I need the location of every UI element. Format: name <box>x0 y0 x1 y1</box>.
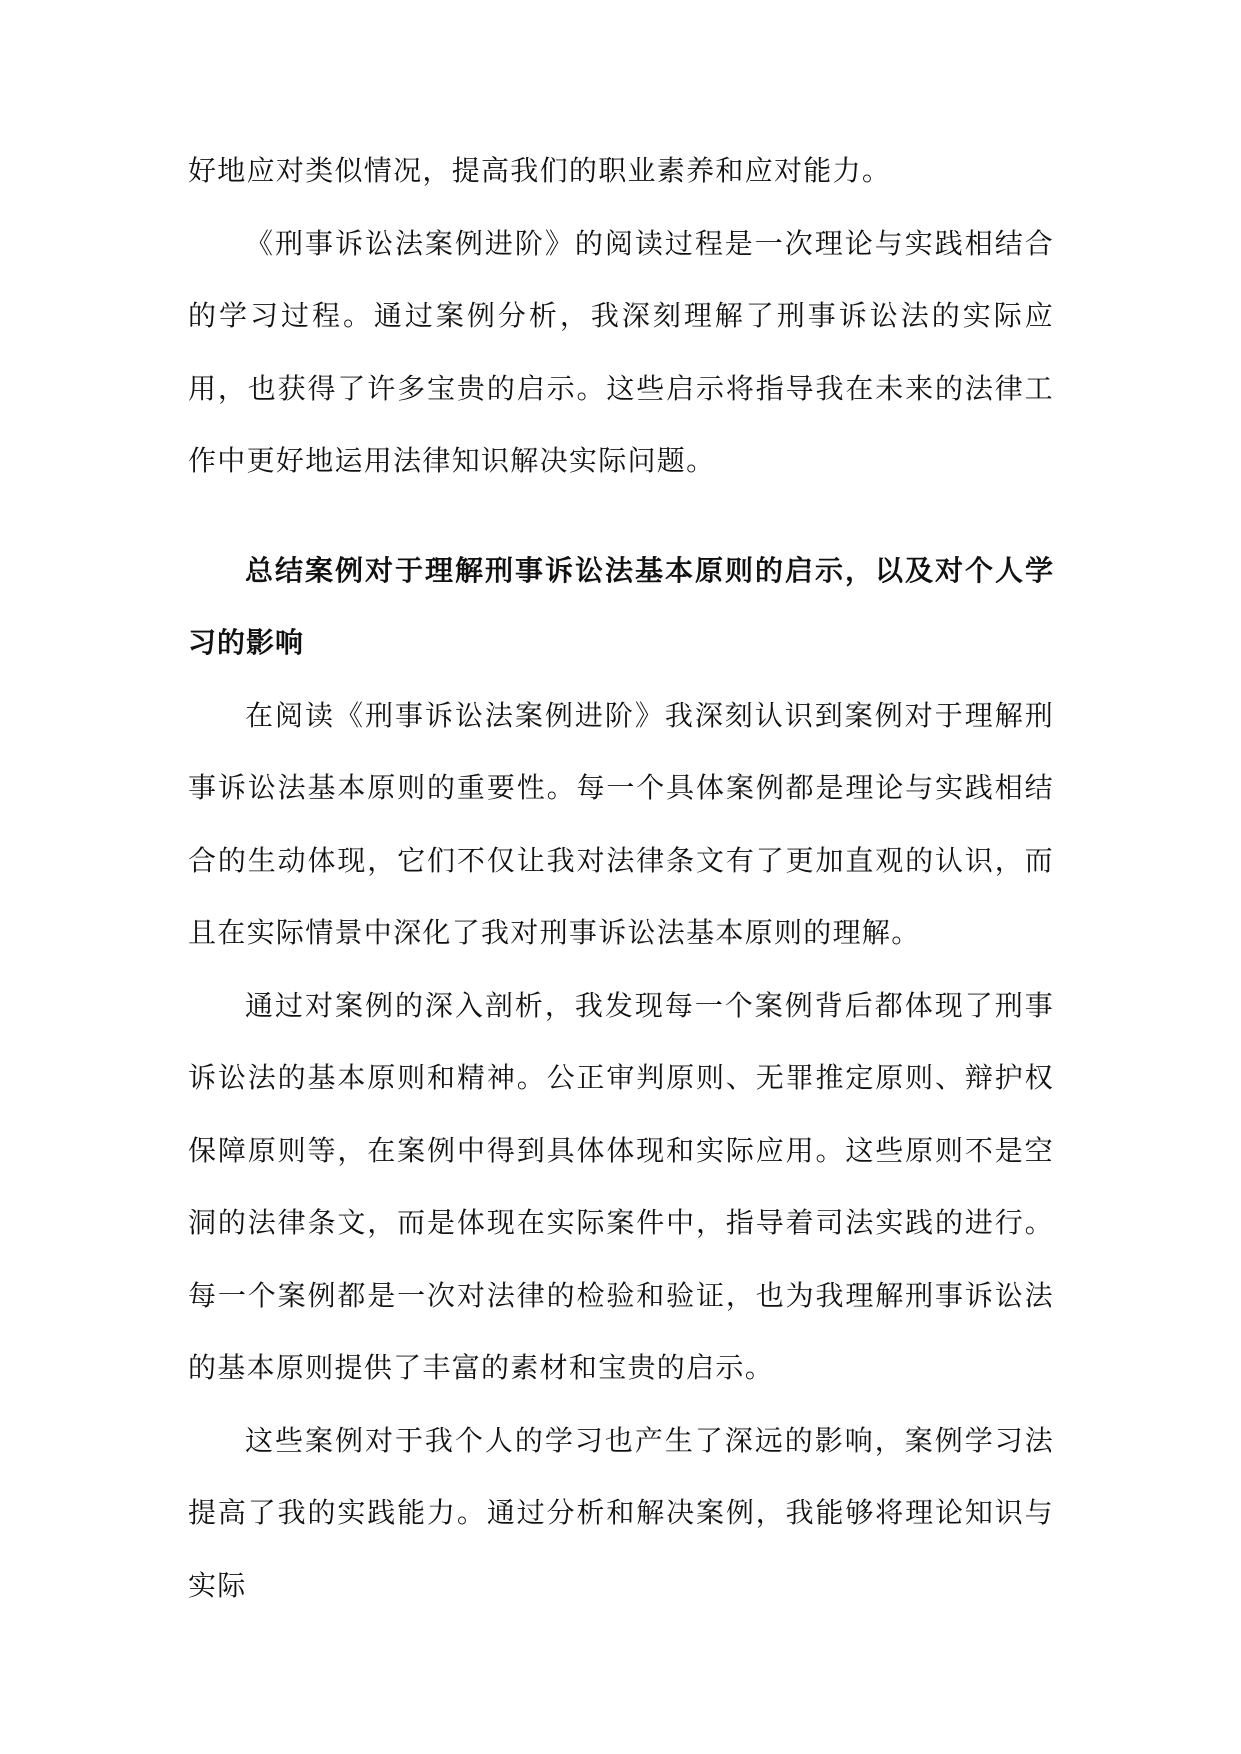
section-heading: 总结案例对于理解刑事诉讼法基本原则的启示，以及对个人学习的影响 <box>188 553 1054 659</box>
paragraph-continuation: 好地应对类似情况，提高我们的职业素养和应对能力。 <box>188 154 892 187</box>
document-body <box>188 135 1054 1622</box>
paragraph-case-importance: 在阅读《刑事诉讼法案例进阶》我深刻认识到案例对于理解刑事诉讼法基本原则的重要性。每一个具体案例都是理论与实践相结合的生动体现，它们不仅让我对法律条文有了更加直观的认识，而且在实际情景中深化了我对刑事诉讼法基本原则的理解。 <box>188 698 1054 949</box>
paragraph-principles: 通过对案例的深入剖析，我发现每一个案例背后都体现了刑事诉讼法的基本原则和精神。公正审判原则、无罪推定原则、辩护权保障原则等，在案例中得到具体体现和实际应用。这些原则不是空洞的法律条文，而是体现在实际案件中，指导着司法实践的进行。每一个案例都是一次对法律的检验和验证，也为我理解刑事诉讼法的基本原则提供了丰富的素材和宝贵的启示。 <box>188 988 1054 1384</box>
paragraph-personal-impact: 这些案例对于我个人的学习也产生了深远的影响，案例学习法提高了我的实践能力。通过分析和解决案例，我能够将理论知识与实际 <box>188 1423 1054 1602</box>
paragraph-reading-summary: 《刑事诉讼法案例进阶》的阅读过程是一次理论与实践相结合的学习过程。通过案例分析，我深刻理解了刑事诉讼法的实际应用，也获得了许多宝贵的启示。这些启示将指导我在未来的法律工作中更好地运用法律知识解决实际问题。 <box>188 226 1054 477</box>
